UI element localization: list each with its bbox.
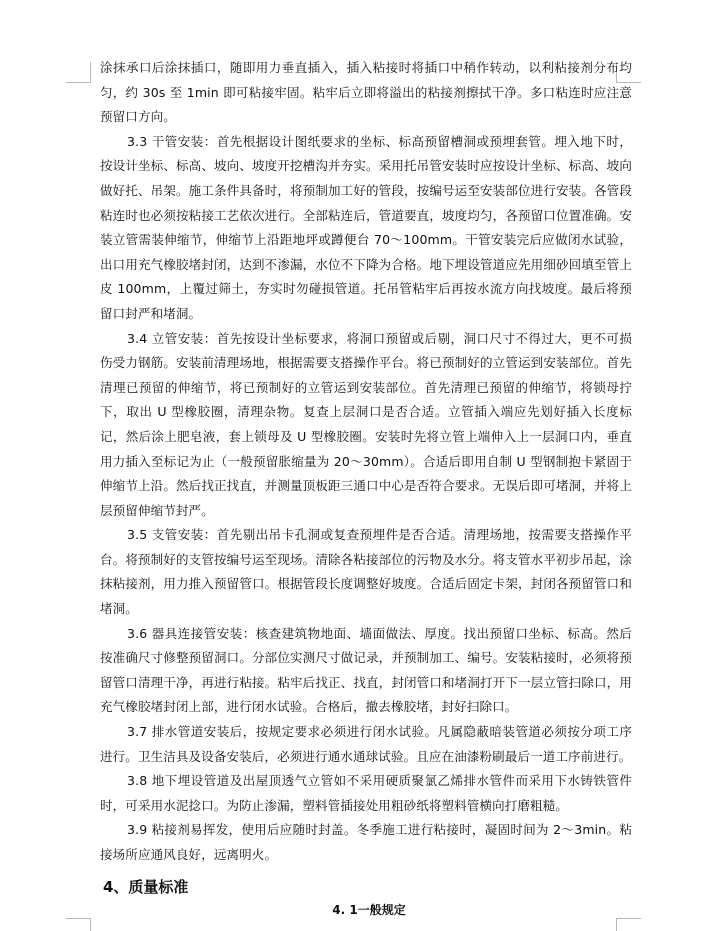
crop-mark-top-left (66, 62, 91, 83)
paragraph-3-7-drain-test: 3.7 排水管道安装后，按规定要求必须进行闭水试验。凡属隐蔽暗装管道必须按分项工序进行。卫生洁具及设备安装后，必须进行通水通球试验。且应在油漆粉刷最后一道工序前进行。 (100, 724, 632, 764)
paragraph-continuation: 涂抹承口后涂抹插口，随即用力垂直插入，插入粘接时将插口中稍作转动，以利粘接剂分布均匀，约 30s 至 1min 即可粘接牢固。粘牢后立即将溢出的粘接剂擦拭干净。多口粘连时应注意预留口方向。 (100, 60, 632, 125)
paragraph-3-9-adhesive: 3.9 粘接剂易挥发，使用后应随时封盖。冬季施工进行粘接时，凝固时间为 2～3min。粘接场所应通风良好，远离明火。 (100, 822, 632, 862)
document-body (100, 56, 632, 902)
paragraph-3-4-riser-pipe: 3.4 立管安装：首先按设计坐标要求，将洞口预留或后剔，洞口尺寸不得过大，更不可损伤受力钢筋。安装前清理场地，根据需要支搭操作平台。将已预制好的立管运到安装部位。首先清理已预留的伸缩节，将已预制好的立管运到安装部位。首先清理已预留的伸缩节，将锁母拧下，取出 U 型橡胶圈，清理杂物。复查上层洞口是否合适。立管插入端应先划好插入长度标记，然后涂上肥皂液，套上锁母及 U 型橡胶圈。安装时先将立管上端伸入上一层洞口内，垂直用力插入至标记为止（一般预留胀缩量为 20～30mm）。合适后即用自制 U 型钢制抱卡紧固于伸缩节上沿。然后找正找直，并测量顶板距三通口中心是否符合要求。无误后即可堵洞，并将上层预留伸缩节封严。 (100, 330, 632, 518)
paragraph-3-5-branch-pipe: 3.5 支管安装：首先剔出吊卡孔洞或复查预埋件是否合适。清理场地，按需要支搭操作平台。将预制好的支管按编号运至现场。清除各粘接部位的污物及水分。将支管水平初步吊起，涂抹粘接剂，用力推入预留管口。根据管段长度调整好坡度。合适后固定卡架，封闭各预留管口和堵洞。 (100, 527, 632, 617)
paragraph-3-8-buried-pipe: 3.8 地下埋设管道及出屋顶透气立管如不采用硬质聚氯乙烯排水管件而采用下水铸铁管件时，可采用水泥捻口。为防止渗漏，塑料管插接处用粗砂纸将塑料管横向打磨粗糙。 (100, 773, 632, 813)
paragraph-3-6-fixture-pipe: 3.6 器具连接管安装：核查建筑物地面、墙面做法、厚度。找出预留口坐标、标高。然后按准确尺寸修整预留洞口。分部位实测尺寸做记录，并预制加工、编号。安装粘接时，必须将预留管口清理干净，再进行粘接。粘牢后找正、找直，封闭管口和堵洞打开下一层立管扫除口，用充气橡胶堵封闭上部，进行闭水试验。合格后，撤去橡胶堵，封好扫除口。 (100, 625, 632, 715)
section-heading: 4、质量标准 (103, 877, 189, 896)
subsection-heading: 4. 1一般规定 (332, 903, 406, 917)
paragraph-3-3-main-pipe: 3.3 干管安装：首先根据设计图纸要求的坐标、标高预留槽洞或预埋套管。埋入地下时，按设计坐标、标高、坡向、坡度开挖槽沟并夯实。采用托吊管安装时应按设计坐标、标高、坡向做好托、吊架。施工条件具备时，将预制加工好的管段，按编号运至安装部位进行安装。各管段粘连时也必须按粘接工艺依次进行。全部粘连后，管道要直，坡度均匀，各预留口位置准确。安装立管需装伸缩节，伸缩节上沿距地坪或蹲便台 70～100mm。干管安装完后应做闭水试验，出口用充气橡胶堵封闭，达到不渗漏，水位不下降为合格。地下埋设管道应先用细砂回填至管上皮 100mm，上覆过筛土，夯实时勿碰损管道。托吊管粘牢后再按水流方向找坡度。最后将预留口封严和堵洞。 (100, 133, 632, 321)
